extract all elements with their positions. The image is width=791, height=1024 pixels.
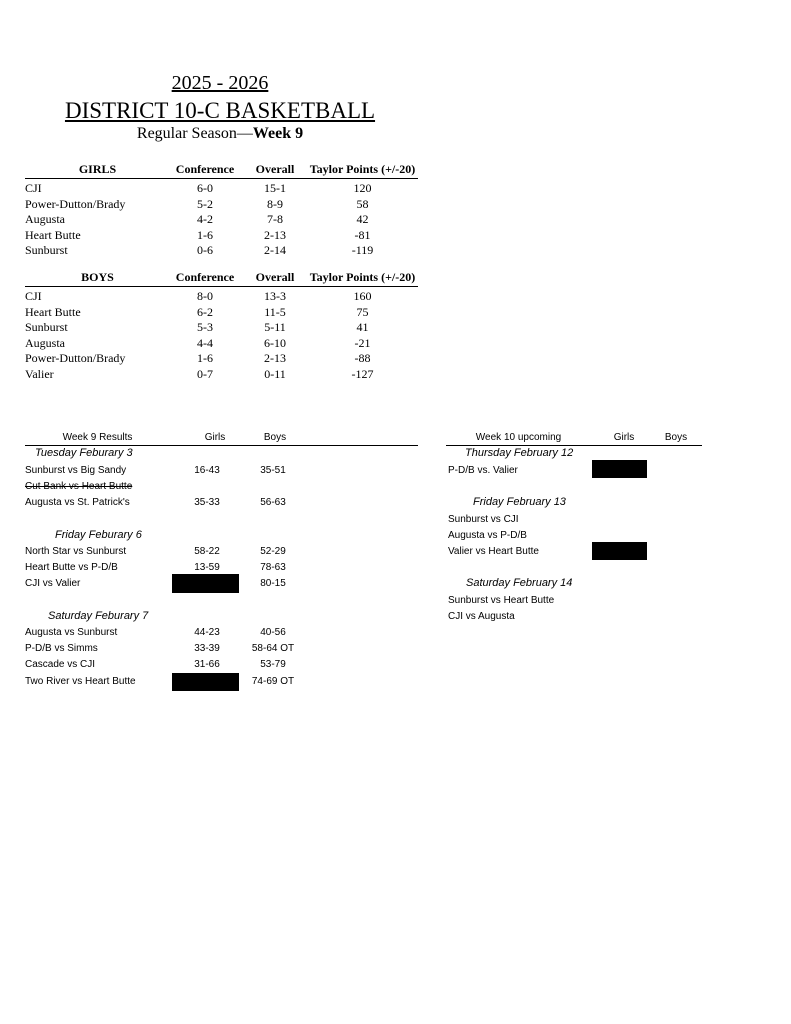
overall-record: 5-11 [264,320,286,335]
boys-score: 78-63 [260,562,286,573]
boys-col-taylor-points: Taylor Points (+/-20) [309,270,416,284]
table-row [25,287,418,303]
overall-record: 7-8 [267,212,283,227]
day-heading: Thursday February 12 [465,447,574,459]
table-row [25,303,418,319]
redacted-score [172,673,239,691]
conference-record: 1-6 [197,227,213,242]
game-matchup: Two River vs Heart Butte [25,676,136,687]
conference-record: 6-0 [197,181,213,195]
upcoming-col-boys: Boys [664,432,688,443]
game-matchup: Augusta vs P-D/B [448,530,527,541]
taylor-points: -81 [354,227,371,242]
game-matchup: P-D/B vs. Valier [448,465,518,476]
redacted-score [592,460,647,478]
subtitle-week: Week 9 [252,125,304,142]
taylor-points: 58 [356,196,369,211]
girls-score: 13-59 [194,562,220,573]
girls-col-overall: Overall [255,162,295,176]
boys-score: 53-79 [260,659,286,670]
game-matchup: North Star vs Sunburst [25,546,127,557]
overall-record: 2-13 [264,351,286,366]
taylor-points: 42 [356,212,369,227]
boys-score: 56-63 [260,497,286,508]
team-name: Heart Butte [25,227,81,242]
boys-standings-header [25,268,418,287]
game-matchup: Sunburst vs CJI [448,514,519,525]
conference-record: 5-3 [197,320,213,335]
overall-record: 11-5 [264,304,286,319]
day-heading: Friday Feburary 6 [55,529,142,541]
game-matchup: Sunburst vs Big Sandy [25,465,127,476]
subtitle-prefix: Regular Season— [136,125,253,142]
taylor-points: 41 [356,320,369,335]
girls-col-taylor-points: Taylor Points (+/-20) [309,162,416,176]
game-matchup: Sunburst vs Heart Butte [448,595,555,606]
team-name: Power-Dutton/Brady [25,196,126,211]
overall-record: 2-14 [264,243,286,258]
table-row [25,334,418,350]
overall-record: 6-10 [264,335,286,350]
game-matchup: Cascade vs CJI [25,659,96,670]
day-heading: Friday February 13 [473,496,566,508]
girls-score: 33-39 [194,643,220,654]
district-title: DISTRICT 10-C BASKETBALL [64,98,376,123]
taylor-points: -88 [354,351,371,366]
boys-score: 74-69 OT [251,676,295,687]
results-col-boys: Boys [263,432,287,443]
team-name: CJI [25,181,42,195]
team-name: Augusta [25,212,65,227]
game-matchup: CJI vs Valier [25,578,81,589]
results-col-girls: Girls [204,432,226,443]
overall-record: 2-13 [264,227,286,242]
table-row [25,195,418,211]
taylor-points: 160 [353,289,372,303]
girls-col-conference: Conference [175,162,235,176]
team-name: Valier [25,366,54,381]
game-matchup: Heart Butte vs P-D/B [25,562,118,573]
boys-standings-table [25,268,418,381]
conference-record: 6-2 [197,304,213,319]
game-matchup: Valier vs Heart Butte [448,546,539,557]
girls-score: 58-22 [194,546,220,557]
upcoming-col-girls: Girls [613,432,635,443]
boys-score: 58-64 OT [251,643,295,654]
girls-score: 44-23 [194,627,220,638]
game-matchup: CJI vs Augusta [448,611,515,622]
taylor-points: 120 [353,181,372,195]
taylor-points: 75 [356,304,369,319]
taylor-points: -127 [351,366,374,381]
game-matchup: Augusta vs Sunburst [25,627,118,638]
conference-record: 8-0 [197,289,213,303]
boys-label: BOYS [81,270,114,284]
upcoming-header [446,430,702,446]
conference-record: 0-7 [197,366,213,381]
table-row [25,179,418,195]
conference-record: 5-2 [197,196,213,211]
game-matchup: Augusta vs St. Patrick's [25,497,130,508]
conference-record: 0-6 [197,243,213,258]
boys-score: 40-56 [260,627,286,638]
overall-record: 15-1 [264,181,286,195]
taylor-points: -119 [351,243,374,258]
results-header [25,430,418,446]
table-row [25,226,418,242]
taylor-points: -21 [354,335,371,350]
conference-record: 4-4 [197,335,213,350]
table-row [25,349,418,365]
cancelled-game-matchup: Cut Bank vs Heart Butte [25,481,133,492]
overall-record: 0-11 [264,366,286,381]
girls-score: 35-33 [194,497,220,508]
game-matchup: P-D/B vs Simms [25,643,98,654]
team-name: Augusta [25,335,65,350]
boys-score: 52-29 [260,546,286,557]
day-heading: Tuesday Feburary 3 [35,447,133,459]
day-heading: Saturday Feburary 7 [48,610,149,622]
table-row [25,241,418,257]
boys-score: 80-15 [260,578,286,589]
girls-score: 31-66 [194,659,220,670]
girls-standings-table [25,160,418,257]
team-name: Heart Butte [25,304,81,319]
upcoming-title: Week 10 upcoming [475,432,562,443]
table-row [25,210,418,226]
team-name: Sunburst [25,320,68,335]
redacted-score [172,575,239,593]
boys-col-conference: Conference [175,270,235,284]
overall-record: 8-9 [267,196,283,211]
redacted-score [592,542,647,560]
page-subtitle [0,125,440,143]
conference-record: 1-6 [197,351,213,366]
boys-col-overall: Overall [255,270,295,284]
team-name: Power-Dutton/Brady [25,351,126,366]
team-name: Sunburst [25,243,68,258]
overall-record: 13-3 [264,289,286,303]
results-title: Week 9 Results [62,432,133,443]
girls-label: GIRLS [78,162,117,176]
season-title: 2025 - 2026 [171,72,269,94]
girls-score: 16-43 [194,465,220,476]
conference-record: 4-2 [197,212,213,227]
day-heading: Saturday February 14 [466,577,573,589]
table-row [25,365,418,381]
girls-standings-header [25,160,418,179]
table-row [25,318,418,334]
team-name: CJI [25,289,42,303]
boys-score: 35-51 [260,465,286,476]
